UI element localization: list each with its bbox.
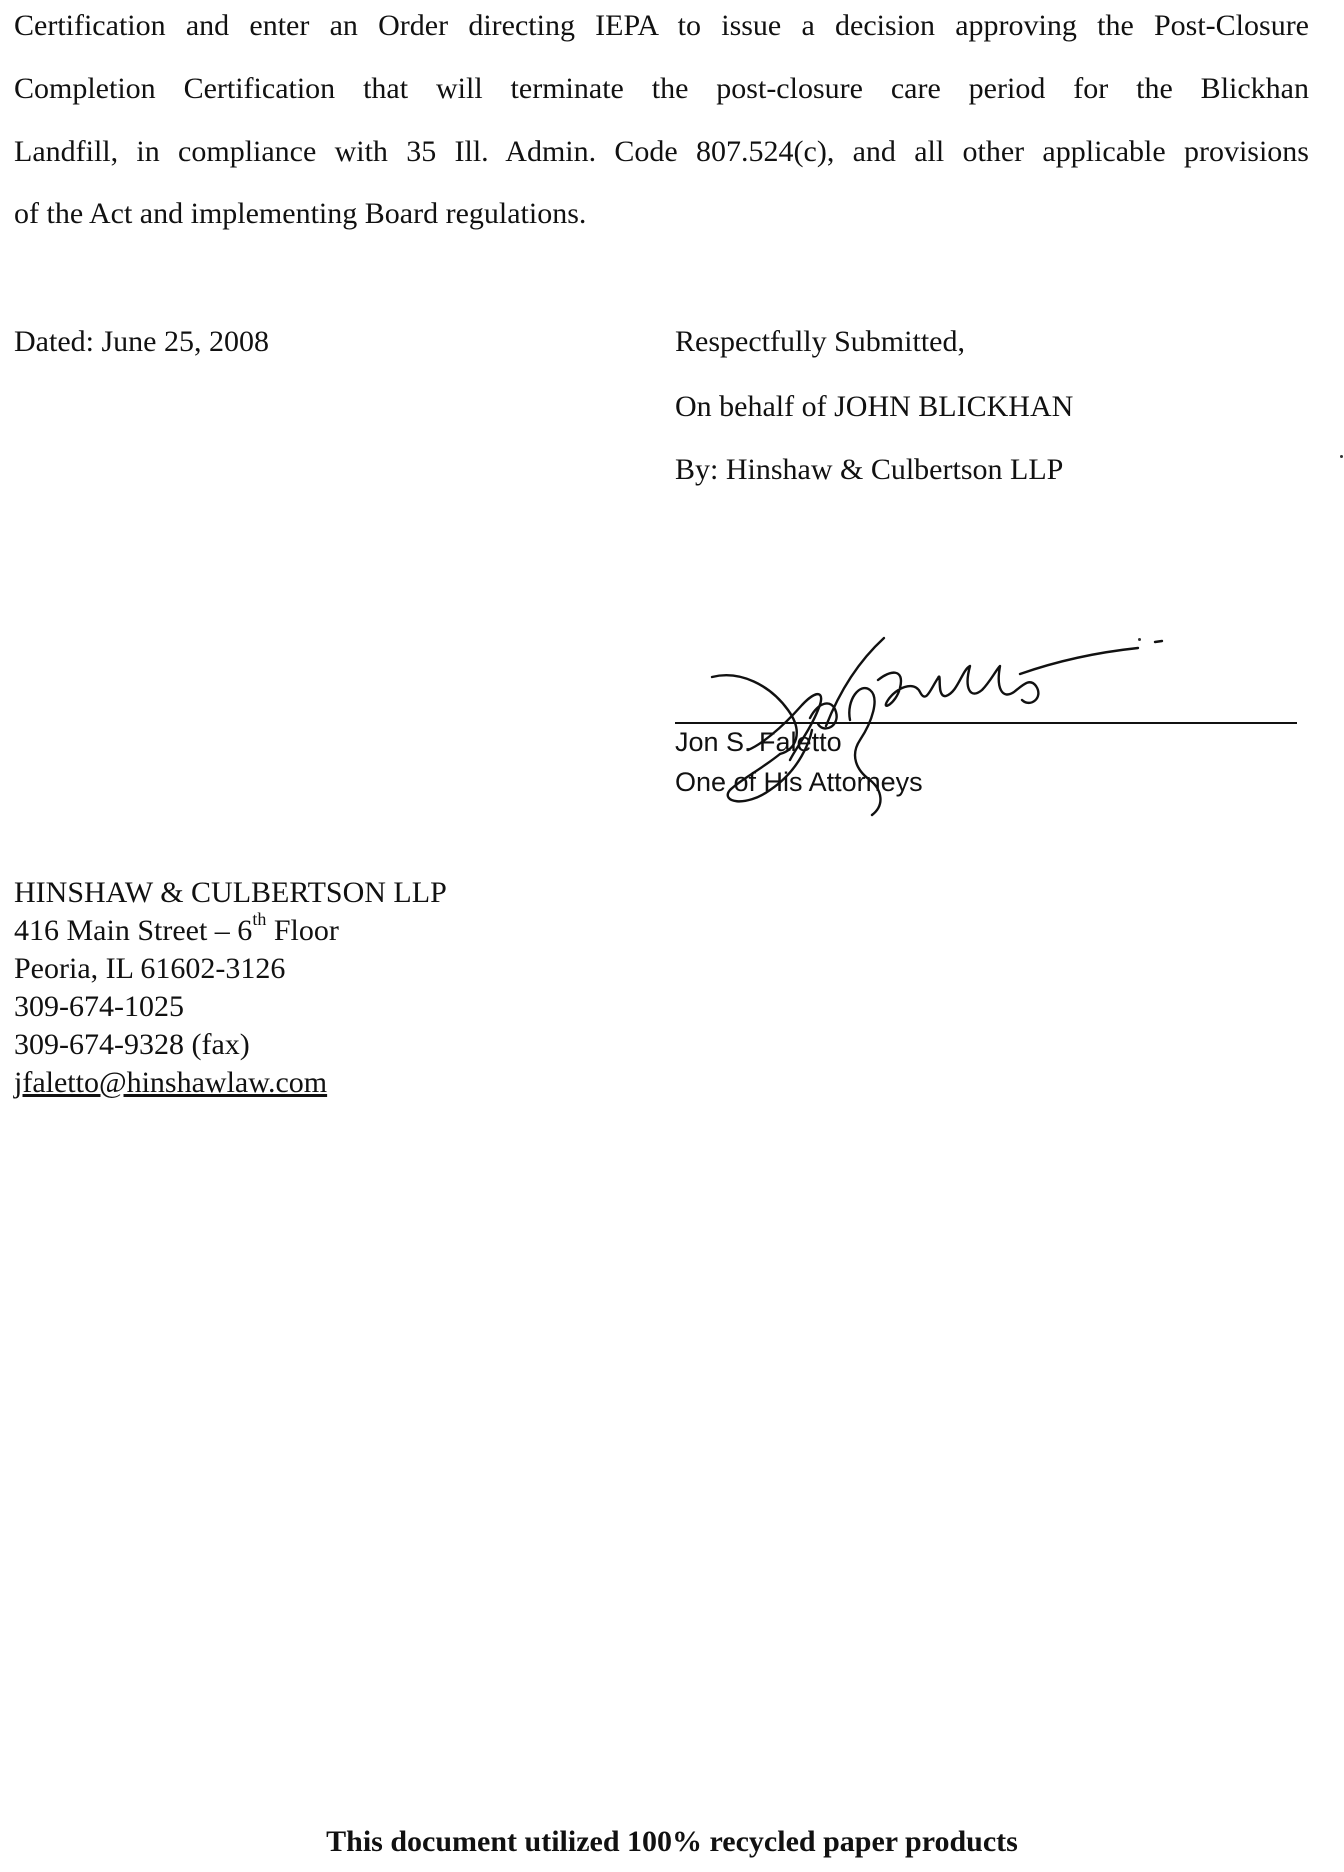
firm-street <box>14 909 339 948</box>
street-suffix: Floor <box>266 914 339 947</box>
by-firm: By: Hinshaw & Culbertson LLP <box>675 453 1064 486</box>
firm-phone: 309-674-1025 <box>14 990 184 1023</box>
street-prefix: 416 Main Street – 6 <box>14 914 253 947</box>
paragraph-line-3: Landfill, in compliance with 35 Ill. Admin. Code 807.524(c), and all other applicable provisions <box>14 135 1309 168</box>
firm-fax: 309-674-9328 (fax) <box>14 1028 250 1061</box>
signer-title: One of His Attorneys <box>675 767 923 797</box>
firm-name: HINSHAW & CULBERTSON LLP <box>14 876 447 909</box>
respectfully-submitted: Respectfully Submitted, <box>675 325 965 358</box>
street-ordinal-suffix: th <box>252 909 267 929</box>
paragraph-line-4: of the Act and implementing Board regulations. <box>14 197 587 230</box>
firm-city: Peoria, IL 61602-3126 <box>14 952 286 985</box>
scan-speck <box>1340 455 1343 458</box>
on-behalf-of: On behalf of JOHN BLICKHAN <box>675 390 1074 423</box>
dated-text: Dated: June 25, 2008 <box>14 325 269 358</box>
paragraph-line-1: Certification and enter an Order directing IEPA to issue a decision approving the Post-Closure <box>14 9 1309 42</box>
footer-recycled-note: This document utilized 100% recycled paper products <box>326 1825 1018 1858</box>
paragraph-line-2: Completion Certification that will terminate the post-closure care period for the Blickhan <box>14 72 1309 105</box>
signer-name: Jon S. Faletto <box>675 727 842 757</box>
firm-email-link[interactable]: jfaletto@hinshawlaw.com <box>14 1066 328 1099</box>
